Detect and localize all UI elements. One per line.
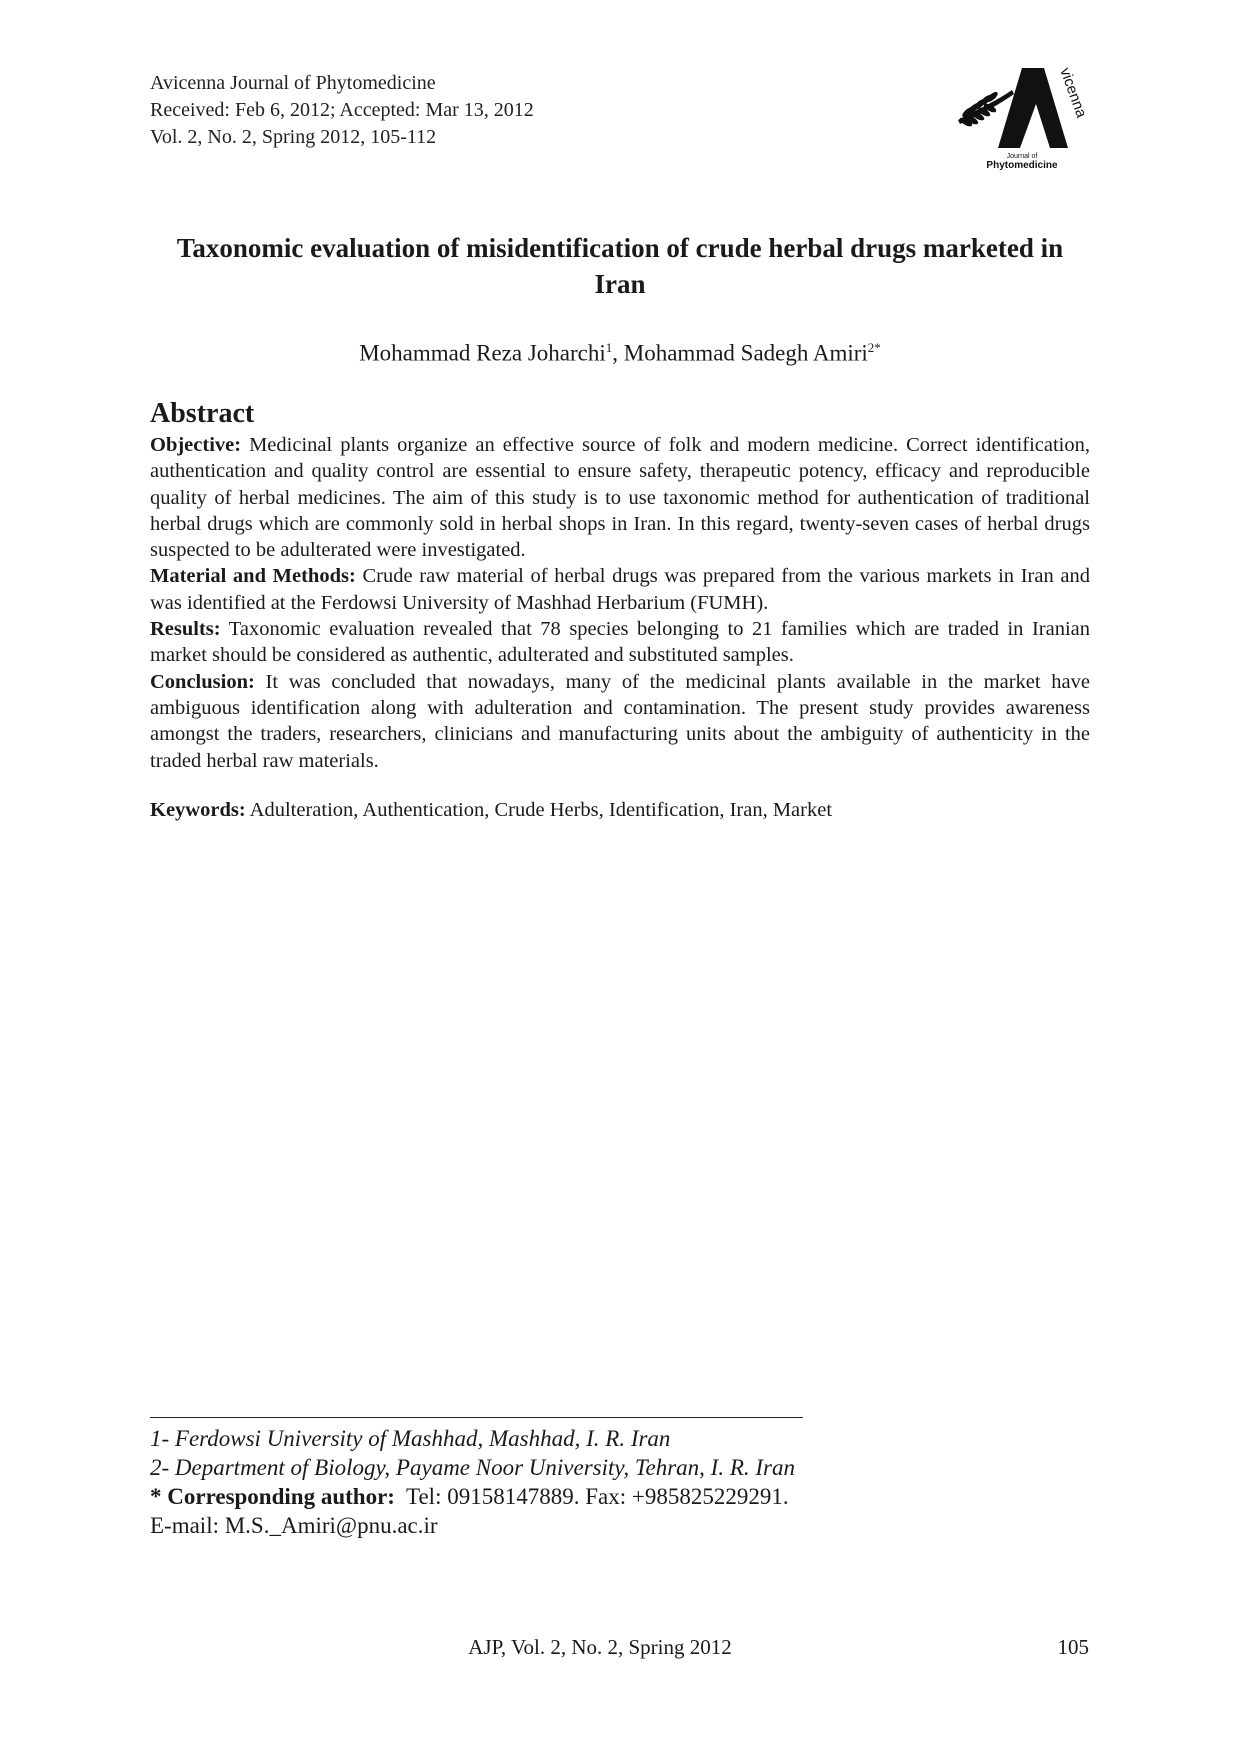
author-list: [150, 340, 1090, 367]
corresponding-contact: Tel: 09158147889. Fax: +985825229291.: [406, 1484, 789, 1509]
section-label: Objective:: [150, 434, 242, 456]
footnote-divider: [150, 1417, 803, 1418]
keywords-text: Adulteration, Authentication, Crude Herbs, Identification, Iran, Market: [249, 799, 833, 821]
journal-header: [150, 70, 534, 151]
affiliation-2: [150, 1453, 795, 1482]
section-text: Crude raw material of herbal drugs was prepared from the various markets in Iran and was identified at the Ferdowsi University of Mashhad Herbarium (FUMH).: [150, 565, 1091, 614]
footer-journal-info: AJP, Vol. 2, No. 2, Spring 2012: [468, 1635, 732, 1659]
abstract-heading: Abstract: [150, 398, 255, 429]
keywords-label: Keywords:: [150, 799, 246, 821]
abstract-body: [150, 432, 1090, 774]
abstract-conclusion: [150, 669, 1090, 774]
section-label: Results:: [150, 618, 221, 641]
footnotes: [150, 1424, 795, 1540]
author-affiliation-marker: 1: [605, 340, 613, 355]
journal-logo: [950, 60, 1090, 170]
section-text: Medicinal plants organize an effective source of folk and modern medicine. Correct identification, authentication and quality control are essential to ensure safety, therapeutic potency, efficacy and reproducible quality of herbal medicines. The aim of this study is to use taxonomic method for authentication of traditional herbal drugs which are commonly sold in herbal shops in Iran. In this regard, twenty-seven cases of herbal drugs suspected to be adulterated were investigated.: [150, 434, 1090, 562]
affiliation-1: [150, 1424, 795, 1453]
journal-name: Avicenna Journal of Phytomedicine: [150, 72, 436, 94]
affiliation-2-text: 2- Department of Biology, Payame Noor University, Tehran, I. R. Iran: [150, 1455, 795, 1480]
author-separator: ,: [612, 340, 624, 366]
keywords: [150, 799, 832, 822]
author-name: Mohammad Sadegh Amiri: [623, 340, 868, 366]
logo-name: Phytomedicine: [986, 160, 1058, 170]
section-label: Conclusion:: [150, 670, 255, 693]
volume-info: Vol. 2, No. 2, Spring 2012, 105-112: [150, 126, 437, 148]
logo-arc-text: vicenna: [1056, 65, 1090, 120]
corresponding-label: * Corresponding author:: [150, 1484, 395, 1509]
abstract-methods: [150, 563, 1090, 616]
logo-small-text: Journal of: [1006, 153, 1038, 160]
corresponding-email: E-mail: M.S._Amiri@pnu.ac.ir: [150, 1513, 438, 1538]
avicenna-logo-icon: [950, 60, 1090, 170]
section-text: It was concluded that nowadays, many of the medicinal plants available in the market have ambiguous identification along with adulteration and contamination. The present study provides awareness amongst the traders, researchers, clinicians and manufacturing units about the ambiguity of authenticity in the traded herbal raw materials.: [150, 670, 1091, 772]
section-text: Taxonomic evaluation revealed that 78 species belonging to 21 families which are traded in Iranian market should be considered as authentic, adulterated and substituted samples.: [150, 618, 1090, 667]
abstract-results: [150, 616, 1090, 669]
abstract-objective: [150, 432, 1090, 563]
section-label: Material and Methods:: [150, 565, 356, 588]
paper-title: Taxonomic evaluation of misidentification of crude herbal drugs marketed in Iran: [176, 233, 1064, 299]
author-name: Mohammad Reza Joharchi: [359, 340, 606, 366]
received-accepted-dates: Received: Feb 6, 2012; Accepted: Mar 13, 2012: [150, 99, 534, 121]
page-number: 105: [1057, 1635, 1089, 1659]
corresponding-author: [150, 1482, 795, 1511]
author-affiliation-marker: 2*: [867, 340, 881, 355]
affiliation-1-text: 1- Ferdowsi University of Mashhad, Mashhad, I. R. Iran: [150, 1426, 671, 1451]
